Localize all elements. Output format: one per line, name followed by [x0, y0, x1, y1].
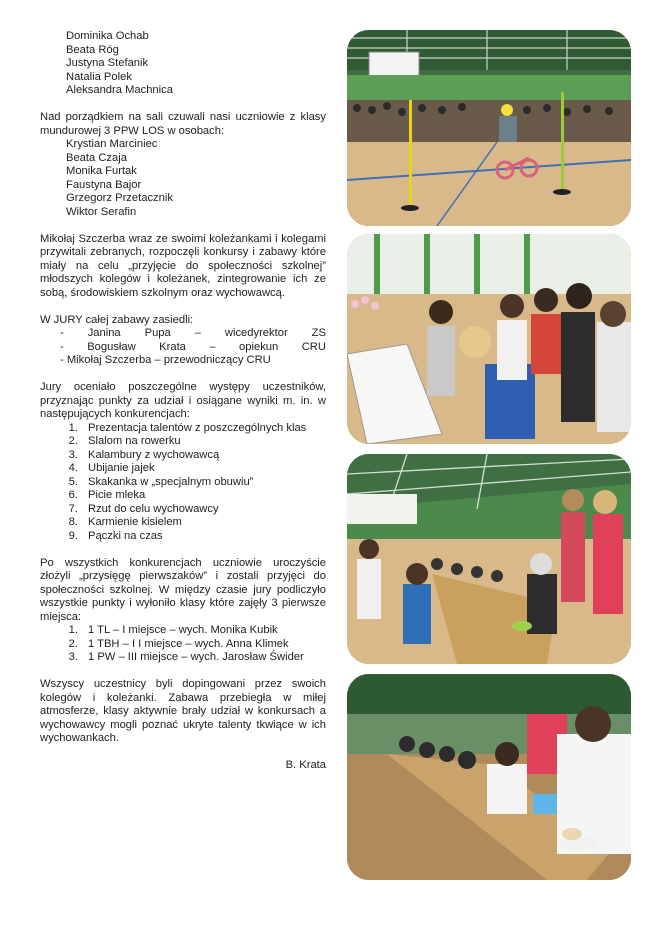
jury-extra: ZS — [311, 327, 326, 339]
item-text: 1 TL – I miejsce – wych. Monika Kubik — [88, 624, 278, 636]
item-number: 2. — [68, 435, 78, 447]
item-text: Skakanka w „specjalnym obuwiu” — [88, 475, 254, 488]
jury-last: - Mikołaj Szczerba – przewodniczący CRU — [60, 354, 271, 366]
closing-paragraph: Wszyscy uczestnicy byli dopingowani przez swoich kolegów i koleżanki. Zabawa przebiegła w miłej atmosferze, klasy aktywnie brały udział w konkursach a wychowawcy mogli poznać ukryte talenty tkwiące w ich wychowankach. — [40, 678, 326, 744]
jury-extra: CRU — [301, 340, 326, 353]
list-item — [52, 503, 326, 517]
order-intro: Nad porządkiem na sali czuwali nasi uczniowie z klasy mundurowej 3 PPW LOS w osobach: — [40, 111, 326, 137]
photo-contest — [347, 454, 631, 664]
contests-list — [40, 422, 326, 544]
jury-intro: W JURY całej zabawy zasiedli: — [40, 313, 194, 326]
list-item — [52, 516, 326, 530]
item-number: 9. — [68, 529, 78, 542]
item-text: Rzut do celu wychowawcy — [88, 502, 219, 515]
item-number: 1. — [68, 421, 78, 434]
photo-bike-slalom — [347, 30, 631, 226]
item-text: Ubijanie jajek — [88, 462, 155, 474]
jury-name: Bogusław — [87, 340, 136, 353]
list-item — [52, 651, 326, 665]
order-list — [40, 138, 326, 219]
jury-dash: - — [60, 327, 64, 339]
order-member: Beata Czaja — [66, 151, 127, 164]
order-member: Grzegorz Przetacznik — [66, 192, 173, 204]
item-number: 3. — [68, 651, 78, 663]
jury-role: opiekun — [239, 340, 279, 353]
list-item — [52, 462, 326, 476]
photo-eating-contest — [347, 674, 631, 880]
order-member: Wiktor Serafin — [66, 205, 137, 218]
jury-dash: - — [60, 340, 64, 353]
team-member: Aleksandra Machnica — [66, 84, 173, 96]
team-member: Beata Róg — [66, 43, 119, 56]
list-item — [52, 449, 326, 463]
team-member: Justyna Stefanik — [66, 57, 149, 69]
signature: B. Krata — [285, 759, 326, 771]
list-item — [52, 530, 326, 544]
jury-sep: – — [194, 327, 201, 339]
item-number: 8. — [68, 516, 78, 528]
jury-row — [40, 327, 326, 341]
item-text: Pączki na czas — [88, 529, 163, 542]
photo-eating-contest-image — [347, 674, 631, 880]
item-text: Karmienie kisielem — [88, 516, 182, 528]
photo-charades-image — [347, 234, 631, 444]
jury-surname: Krata — [159, 340, 186, 353]
jury-row — [40, 341, 326, 355]
item-number: 6. — [68, 489, 78, 501]
jury-role: wicedyrektor — [224, 327, 288, 339]
photo-bike-slalom-image — [347, 30, 631, 226]
jury-surname: Pupa — [144, 327, 171, 339]
item-text: Picie mleka — [88, 489, 146, 501]
jury-sep: – — [209, 340, 216, 353]
item-number: 5. — [68, 475, 78, 488]
item-text: Slalom na rowerku — [88, 435, 181, 447]
team-list — [40, 30, 326, 98]
welcome-paragraph: Mikołaj Szczerba wraz ze swoimi koleżankami i kolegami przywitali zebranych, rozpoczęli konkursy i zabawy które miały na celu „przyjęcie do społeczności szkolnej” młodszych kolegów i koleżanek, zintegrowanie ich ze sobą, środowiskiem szkolnym oraz wychowawcą. — [40, 232, 326, 299]
item-text: Kalambury z wychowawcą — [88, 448, 220, 461]
order-member: Faustyna Bajor — [66, 178, 142, 191]
photo-charades — [347, 234, 631, 444]
order-member: Krystian Marciniec — [66, 138, 158, 150]
item-number: 7. — [68, 502, 78, 515]
item-text: 1 PW – III miejsce – wych. Jarosław Świder — [88, 651, 304, 663]
oath-paragraph: Po wszystkich konkurencjach uczniowie uroczyście złożyli „przysięgę pierwszaków” i zostali przyjęci do społeczności szkolnej. W między czasie jury podliczyło wszystkie punkty i wyłoniło klasy które zajęły 3 pierwsze miejsca: — [40, 556, 326, 623]
text-column — [40, 30, 326, 773]
item-number: 4. — [68, 462, 78, 474]
team-member: Natalia Polek — [66, 70, 132, 83]
jury-name: Janina — [87, 327, 121, 339]
list-item — [52, 489, 326, 503]
results-list — [40, 624, 326, 665]
item-number: 2. — [68, 637, 78, 650]
order-member: Monika Furtak — [66, 165, 137, 177]
item-number: 1. — [68, 624, 78, 636]
list-item — [52, 624, 326, 638]
list-item — [52, 638, 326, 652]
contests-intro: Jury oceniało poszczególne występy uczestników, przyznając punkty za udział i osiągane wyniki m. in. w następujących konkurencjach: — [40, 381, 326, 420]
photo-contest-image — [347, 454, 631, 664]
team-member: Dominika Ochab — [66, 30, 149, 42]
list-item — [52, 435, 326, 449]
list-item — [52, 422, 326, 436]
item-text: Prezentacja talentów z poszczególnych klas — [88, 421, 307, 434]
list-item — [52, 476, 326, 490]
item-text: 1 TBH – I I miejsce – wych. Anna Klimek — [88, 637, 289, 650]
item-number: 3. — [68, 448, 78, 461]
